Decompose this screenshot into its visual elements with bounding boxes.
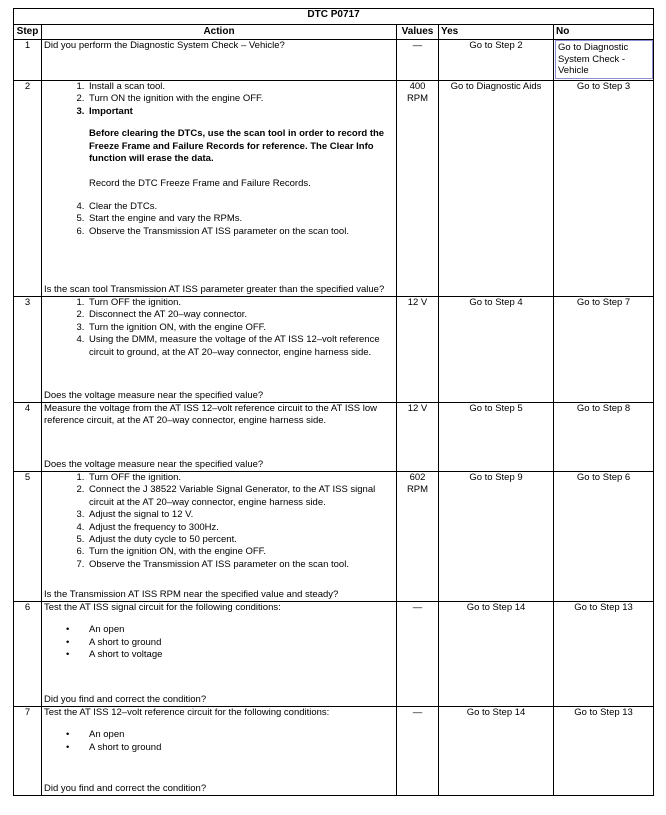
step-question: Did you find and correct the condition? (44, 693, 207, 705)
step-number: 6 (14, 602, 42, 707)
header-no: No (554, 25, 654, 40)
yes-link[interactable]: Go to Step 5 (439, 403, 554, 472)
step-action (42, 297, 397, 403)
step-row-5 (14, 472, 654, 602)
record-instruction: Record the DTC Freeze Frame and Failure Records. (89, 178, 311, 190)
instruction-item: 2. Turn ON the ignition with the engine OFF. (87, 93, 394, 105)
no-link[interactable]: Go to Step 7 (554, 297, 654, 403)
instruction-item: 6. Observe the Transmission AT ISS parameter on the scan tool. (87, 226, 394, 238)
step-value: — (397, 602, 439, 707)
no-link[interactable]: Go to Step 6 (554, 472, 654, 602)
no-link[interactable]: Go to Step 8 (554, 403, 654, 472)
instruction-item: 1. Install a scan tool. (87, 81, 394, 93)
step-question: Is the Transmission AT ISS RPM near the specified value and steady? (44, 588, 339, 600)
no-link-diagnostic-system-check[interactable]: Go to Diagnostic System Check - Vehicle (555, 40, 653, 79)
instruction-item: 5. Start the engine and vary the RPMs. (87, 213, 394, 225)
step-action (42, 472, 397, 602)
header-step: Step (14, 25, 42, 40)
condition-item: • An open (87, 624, 394, 636)
step-action (42, 81, 397, 297)
important-note: Before clearing the DTCs, use the scan tool in order to record the Freeze Frame and Failure Records for reference. The Clear Info function will erase the data. (89, 128, 385, 165)
step-value: 12 V (397, 297, 439, 403)
condition-item: • A short to ground (87, 637, 394, 649)
step-number: 2 (14, 81, 42, 297)
instruction-item: 4. Adjust the frequency to 300Hz. (87, 522, 394, 534)
instruction-item: 3. Turn the ignition ON, with the engine OFF. (87, 322, 394, 334)
step-intro: Test the AT ISS 12–volt reference circuit for the following conditions: (44, 707, 330, 718)
condition-item: • A short to voltage (87, 649, 394, 661)
step-instructions (44, 81, 394, 118)
header-action: Action (42, 25, 397, 40)
no-link[interactable]: Go to Step 3 (554, 81, 654, 297)
yes-link[interactable]: Go to Step 14 (439, 707, 554, 796)
step-instructions (44, 297, 394, 359)
step-number: 7 (14, 707, 42, 796)
step-action (42, 403, 397, 472)
step-number: 5 (14, 472, 42, 602)
step-question: Does the voltage measure near the specified value? (44, 458, 264, 470)
step-question: Does the voltage measure near the specified value? (44, 389, 264, 401)
instruction-item: 2. Connect the J 38522 Variable Signal Generator, to the AT ISS signal circuit at the AT 20–way connector, engine harness side. (87, 484, 394, 509)
step-value: — (397, 40, 439, 81)
yes-link[interactable]: Go to Step 9 (439, 472, 554, 602)
step-intro: Measure the voltage from the AT ISS 12–volt reference circuit to the AT ISS low reference circuit, at the AT 20–way connector, engine harness side. (44, 403, 378, 427)
yes-link[interactable]: Go to Step 2 (439, 40, 554, 81)
dtc-table (13, 8, 654, 796)
step-value: 400 RPM (397, 81, 439, 297)
step-action (42, 707, 397, 796)
step-row-2 (14, 81, 654, 297)
step-number: 4 (14, 403, 42, 472)
instruction-item: 6. Turn the ignition ON, with the engine OFF. (87, 546, 394, 558)
step-instructions (44, 472, 394, 571)
step-row-4 (14, 403, 654, 472)
no-link[interactable]: Go to Step 13 (554, 602, 654, 707)
yes-link[interactable]: Go to Step 14 (439, 602, 554, 707)
header-values: Values (397, 25, 439, 40)
yes-link[interactable]: Go to Step 4 (439, 297, 554, 403)
condition-item: • An open (87, 729, 394, 741)
step-row-1 (14, 40, 654, 81)
instruction-item: 4. Using the DMM, measure the voltage of the AT ISS 12–volt reference circuit to ground, at the AT 20–way connector, engine harness side. (87, 334, 394, 359)
instruction-item: 1. Turn OFF the ignition. (87, 472, 394, 484)
step-number: 3 (14, 297, 42, 403)
step-question: Is the scan tool Transmission AT ISS parameter greater than the specified value? (44, 283, 385, 295)
step-row-7 (14, 707, 654, 796)
step-intro: Test the AT ISS signal circuit for the following conditions: (44, 602, 281, 613)
condition-list (44, 624, 394, 661)
step-action (42, 40, 397, 81)
step-value: — (397, 707, 439, 796)
step-instructions-continued (44, 201, 394, 238)
step-value: 12 V (397, 403, 439, 472)
important-label: 3. Important (87, 106, 394, 118)
step-number: 1 (14, 40, 42, 81)
step-action (42, 602, 397, 707)
instruction-item: 7. Observe the Transmission AT ISS parameter on the scan tool. (87, 559, 394, 571)
step-question: Did you perform the Diagnostic System Check – Vehicle? (44, 40, 285, 51)
instruction-item: 4. Clear the DTCs. (87, 201, 394, 213)
step-value: 602 RPM (397, 472, 439, 602)
no-cell (554, 40, 654, 81)
instruction-item: 2. Disconnect the AT 20–way connector. (87, 309, 394, 321)
no-link[interactable]: Go to Step 13 (554, 707, 654, 796)
step-row-6 (14, 602, 654, 707)
instruction-item: 3. Adjust the signal to 12 V. (87, 509, 394, 521)
instruction-item: 5. Adjust the duty cycle to 50 percent. (87, 534, 394, 546)
step-question: Did you find and correct the condition? (44, 782, 207, 794)
step-row-3 (14, 297, 654, 403)
condition-item: • A short to ground (87, 742, 394, 754)
condition-list (44, 729, 394, 754)
header-yes: Yes (439, 25, 554, 40)
table-title: DTC P0717 (14, 9, 654, 25)
instruction-item: 1. Turn OFF the ignition. (87, 297, 394, 309)
yes-link[interactable]: Go to Diagnostic Aids (439, 81, 554, 297)
